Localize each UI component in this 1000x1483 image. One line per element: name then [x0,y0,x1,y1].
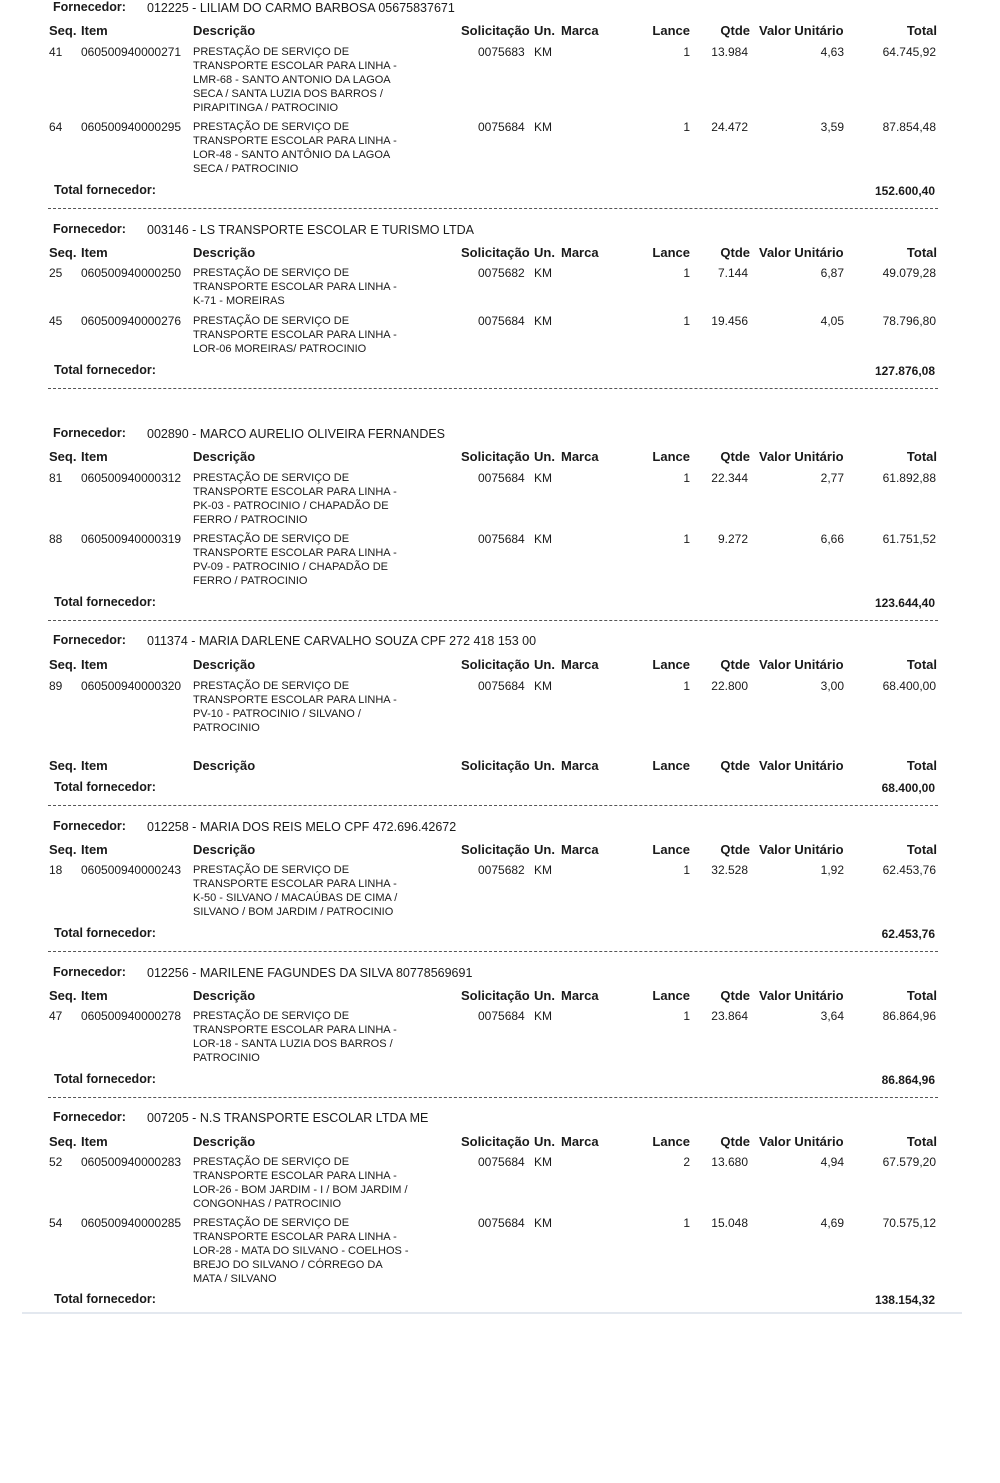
cell-qtde: 7.144 [717,266,748,280]
section-divider [48,208,938,209]
cell-descricao: PRESTAÇÃO DE SERVIÇO DE TRANSPORTE ESCOLAR PARA LINHA - PV-10 - PATROCINIO / SILVANO / PATROCINIO [193,680,397,734]
header-total: Total [906,988,937,1003]
header-item: Item [81,758,108,773]
header-solicitacao: Solicitação [461,449,530,464]
cell-qtde: 19.456 [711,314,748,328]
header-solicitacao: Solicitação [461,842,530,857]
header-marca: Marca [561,23,599,38]
cell-item: 060500940000295 [81,120,182,134]
cell-item: 060500940000320 [81,679,182,693]
cell-seq: 41 [49,45,63,59]
header-item: Item [81,657,108,672]
header-valor-unitario: Valor Unitário [759,245,844,260]
section-divider [48,620,938,621]
total-fornecedor-value: 62.453,76 [881,927,935,941]
cell-seq: 89 [49,679,63,693]
header-valor-unitario: Valor Unitário [759,758,844,773]
header-item: Item [81,1134,108,1149]
header-marca: Marca [561,842,599,857]
header-seq: Seq. [49,245,77,260]
header-qtde: Qtde [720,758,750,773]
total-fornecedor-label: Total fornecedor: [54,926,156,940]
header-un: Un. [534,988,555,1003]
vendor-label: Fornecedor: [53,633,126,647]
cell-descricao: PRESTAÇÃO DE SERVIÇO DE TRANSPORTE ESCOLAR PARA LINHA - K-71 - MOREIRAS [193,267,397,307]
header-un: Un. [534,245,555,260]
cell-lance: 1 [683,471,690,485]
header-valor-unitario: Valor Unitário [759,988,844,1003]
header-lance: Lance [652,988,690,1003]
cell-descricao: PRESTAÇÃO DE SERVIÇO DE TRANSPORTE ESCOLAR PARA LINHA - LOR-18 - SANTA LUZIA DOS BARROS / PATROCINIO [193,1010,397,1064]
vendor-label: Fornecedor: [53,426,126,440]
header-lance: Lance [652,449,690,464]
cell-descricao: PRESTAÇÃO DE SERVIÇO DE TRANSPORTE ESCOLAR PARA LINHA - LOR-48 - SANTO ANTÔNIO DA LAGOA SECA / PATROCINIO [193,121,397,175]
total-fornecedor-value: 138.154,32 [874,1293,935,1307]
cell-seq: 47 [49,1009,63,1023]
header-marca: Marca [561,1134,599,1149]
cell-un: KM [534,1155,552,1169]
cell-solicitacao: 0075684 [478,120,525,134]
header-descricao: Descrição [193,988,256,1003]
cell-solicitacao: 0075684 [478,1216,525,1230]
page-bottom-rule [22,1312,962,1314]
cell-seq: 25 [49,266,63,280]
cell-descricao: PRESTAÇÃO DE SERVIÇO DE TRANSPORTE ESCOLAR PARA LINHA - LMR-68 - SANTO ANTONIO DA LAGOA SECA / SANTA LUZIA DOS BARROS / PIRAPITINGA / PATROCINIO [193,46,397,114]
cell-qtde: 13.984 [711,45,748,59]
cell-item: 060500940000312 [81,471,182,485]
header-total: Total [906,657,937,672]
header-un: Un. [534,758,555,773]
cell-valor-unitario: 4,63 [820,45,844,59]
header-seq: Seq. [49,23,77,38]
cell-solicitacao: 0075684 [478,1009,525,1023]
total-fornecedor-label: Total fornecedor: [54,1072,156,1086]
header-solicitacao: Solicitação [461,23,530,38]
header-descricao: Descrição [193,245,256,260]
header-qtde: Qtde [720,988,750,1003]
header-valor-unitario: Valor Unitário [759,657,844,672]
vendor-label: Fornecedor: [53,965,126,979]
cell-total: 64.745,92 [882,45,936,59]
cell-un: KM [534,314,552,328]
cell-item: 060500940000278 [81,1009,182,1023]
cell-descricao: PRESTAÇÃO DE SERVIÇO DE TRANSPORTE ESCOLAR PARA LINHA - LOR-06 MOREIRAS/ PATROCINIO [193,315,397,355]
cell-solicitacao: 0075684 [478,532,525,546]
vendor-name: 007205 - N.S TRANSPORTE ESCOLAR LTDA ME [147,1111,429,1125]
cell-descricao: PRESTAÇÃO DE SERVIÇO DE TRANSPORTE ESCOLAR PARA LINHA - PV-09 - PATROCINIO / CHAPADÃO DE FERRO / PATROCINIO [193,533,397,587]
cell-un: KM [534,863,552,877]
cell-valor-unitario: 6,66 [820,532,844,546]
header-descricao: Descrição [193,23,256,38]
cell-lance: 1 [683,266,690,280]
cell-qtde: 24.472 [711,120,748,134]
cell-un: KM [534,1216,552,1230]
header-marca: Marca [561,245,599,260]
vendor-label: Fornecedor: [53,1110,126,1124]
cell-qtde: 22.800 [711,679,748,693]
header-valor-unitario: Valor Unitário [759,1134,844,1149]
cell-valor-unitario: 1,92 [820,863,844,877]
cell-item: 060500940000285 [81,1216,182,1230]
vendor-name: 003146 - LS TRANSPORTE ESCOLAR E TURISMO LTDA [147,223,474,237]
header-un: Un. [534,449,555,464]
cell-valor-unitario: 4,05 [820,314,844,328]
header-total: Total [906,449,937,464]
header-marca: Marca [561,657,599,672]
header-seq: Seq. [49,449,77,464]
header-solicitacao: Solicitação [461,657,530,672]
cell-solicitacao: 0075683 [478,45,525,59]
header-valor-unitario: Valor Unitário [759,23,844,38]
header-item: Item [81,23,108,38]
header-descricao: Descrição [193,842,256,857]
header-lance: Lance [652,758,690,773]
cell-un: KM [534,1009,552,1023]
cell-lance: 1 [683,1009,690,1023]
header-seq: Seq. [49,1134,77,1149]
vendor-name: 012225 - LILIAM DO CARMO BARBOSA 05675837671 [147,1,455,15]
cell-lance: 1 [683,120,690,134]
header-seq: Seq. [49,842,77,857]
header-solicitacao: Solicitação [461,758,530,773]
header-solicitacao: Solicitação [461,245,530,260]
header-total: Total [906,23,937,38]
cell-valor-unitario: 3,59 [820,120,844,134]
cell-seq: 45 [49,314,63,328]
vendor-label: Fornecedor: [53,819,126,833]
cell-qtde: 32.528 [711,863,748,877]
vendor-name: 012258 - MARIA DOS REIS MELO CPF 472.696.42672 [147,820,457,834]
cell-total: 62.453,76 [882,863,936,877]
cell-solicitacao: 0075684 [478,679,525,693]
header-qtde: Qtde [720,245,750,260]
header-seq: Seq. [49,988,77,1003]
header-lance: Lance [652,657,690,672]
header-total: Total [906,758,937,773]
header-qtde: Qtde [720,842,750,857]
cell-solicitacao: 0075684 [478,1155,525,1169]
header-lance: Lance [652,1134,690,1149]
header-solicitacao: Solicitação [461,988,530,1003]
header-item: Item [81,842,108,857]
total-fornecedor-label: Total fornecedor: [54,780,156,794]
header-qtde: Qtde [720,657,750,672]
vendor-name: 011374 - MARIA DARLENE CARVALHO SOUZA CPF 272 418 153 00 [147,634,537,648]
cell-item: 060500940000319 [81,532,182,546]
section-divider [48,805,938,806]
header-marca: Marca [561,758,599,773]
cell-total: 49.079,28 [882,266,936,280]
cell-un: KM [534,532,552,546]
cell-valor-unitario: 4,69 [820,1216,844,1230]
cell-total: 61.751,52 [882,532,936,546]
cell-un: KM [534,471,552,485]
cell-lance: 1 [683,532,690,546]
cell-solicitacao: 0075684 [478,314,525,328]
total-fornecedor-value: 123.644,40 [874,596,935,610]
header-seq: Seq. [49,758,77,773]
cell-lance: 1 [683,45,690,59]
cell-lance: 1 [683,314,690,328]
total-fornecedor-label: Total fornecedor: [54,595,156,609]
cell-descricao: PRESTAÇÃO DE SERVIÇO DE TRANSPORTE ESCOLAR PARA LINHA - K-50 - SILVANO / MACAÚBAS DE CIMA / SILVANO / BOM JARDIM / PATROCINIO [193,864,398,918]
cell-un: KM [534,266,552,280]
header-qtde: Qtde [720,1134,750,1149]
vendor-label: Fornecedor: [53,222,126,236]
cell-item: 060500940000271 [81,45,182,59]
cell-seq: 88 [49,532,63,546]
header-qtde: Qtde [720,23,750,38]
cell-qtde: 22.344 [711,471,748,485]
header-un: Un. [534,1134,555,1149]
header-seq: Seq. [49,657,77,672]
cell-qtde: 9.272 [717,532,748,546]
header-descricao: Descrição [193,1134,256,1149]
cell-seq: 54 [49,1216,63,1230]
header-un: Un. [534,23,555,38]
cell-valor-unitario: 3,00 [820,679,844,693]
cell-qtde: 13.680 [711,1155,748,1169]
cell-item: 060500940000250 [81,266,182,280]
section-divider [48,388,938,389]
section-divider [48,951,938,952]
header-valor-unitario: Valor Unitário [759,449,844,464]
header-un: Un. [534,657,555,672]
cell-solicitacao: 0075682 [478,863,525,877]
header-lance: Lance [652,23,690,38]
cell-solicitacao: 0075684 [478,471,525,485]
total-fornecedor-value: 127.876,08 [874,364,935,378]
header-valor-unitario: Valor Unitário [759,842,844,857]
total-fornecedor-value: 86.864,96 [881,1073,935,1087]
cell-valor-unitario: 2,77 [820,471,844,485]
header-marca: Marca [561,988,599,1003]
cell-lance: 1 [683,679,690,693]
cell-lance: 1 [683,1216,690,1230]
header-descricao: Descrição [193,657,256,672]
cell-total: 86.864,96 [882,1009,936,1023]
cell-un: KM [534,120,552,134]
cell-un: KM [534,45,552,59]
header-un: Un. [534,842,555,857]
cell-seq: 64 [49,120,63,134]
vendor-label: Fornecedor: [53,0,126,14]
cell-total: 70.575,12 [882,1216,936,1230]
section-divider [48,1097,938,1098]
vendor-name: 002890 - MARCO AURELIO OLIVEIRA FERNANDES [147,427,446,441]
cell-seq: 52 [49,1155,63,1169]
total-fornecedor-label: Total fornecedor: [54,1292,156,1306]
cell-lance: 2 [683,1155,690,1169]
cell-total: 68.400,00 [882,679,936,693]
header-item: Item [81,449,108,464]
header-total: Total [906,842,937,857]
cell-total: 67.579,20 [882,1155,936,1169]
cell-descricao: PRESTAÇÃO DE SERVIÇO DE TRANSPORTE ESCOLAR PARA LINHA - LOR-26 - BOM JARDIM - I / BOM JARDIM / CONGONHAS / PATROCINIO [193,1156,408,1210]
total-fornecedor-label: Total fornecedor: [54,363,156,377]
cell-seq: 18 [49,863,63,877]
cell-solicitacao: 0075682 [478,266,525,280]
vendor-name: 012256 - MARILENE FAGUNDES DA SILVA 80778569691 [147,966,473,980]
header-total: Total [906,245,937,260]
cell-valor-unitario: 4,94 [820,1155,844,1169]
header-lance: Lance [652,245,690,260]
cell-valor-unitario: 3,64 [820,1009,844,1023]
cell-item: 060500940000283 [81,1155,182,1169]
cell-total: 78.796,80 [882,314,936,328]
header-item: Item [81,245,108,260]
header-solicitacao: Solicitação [461,1134,530,1149]
header-marca: Marca [561,449,599,464]
total-fornecedor-value: 152.600,40 [874,184,935,198]
total-fornecedor-value: 68.400,00 [881,781,935,795]
header-total: Total [906,1134,937,1149]
cell-item: 060500940000276 [81,314,182,328]
cell-qtde: 23.864 [711,1009,748,1023]
cell-total: 87.854,48 [882,120,936,134]
header-descricao: Descrição [193,449,256,464]
header-lance: Lance [652,842,690,857]
cell-qtde: 15.048 [711,1216,748,1230]
cell-un: KM [534,679,552,693]
header-item: Item [81,988,108,1003]
header-descricao: Descrição [193,758,256,773]
cell-lance: 1 [683,863,690,877]
cell-valor-unitario: 6,87 [820,266,844,280]
cell-descricao: PRESTAÇÃO DE SERVIÇO DE TRANSPORTE ESCOLAR PARA LINHA - LOR-28 - MATA DO SILVANO - COELHOS - BREJO DO SILVANO / CÓRREGO DA MATA / SILVANO [193,1217,409,1285]
header-qtde: Qtde [720,449,750,464]
cell-seq: 81 [49,471,63,485]
cell-descricao: PRESTAÇÃO DE SERVIÇO DE TRANSPORTE ESCOLAR PARA LINHA - PK-03 - PATROCINIO / CHAPADÃO DE FERRO / PATROCINIO [193,472,397,526]
cell-item: 060500940000243 [81,863,182,877]
total-fornecedor-label: Total fornecedor: [54,183,156,197]
cell-total: 61.892,88 [882,471,936,485]
